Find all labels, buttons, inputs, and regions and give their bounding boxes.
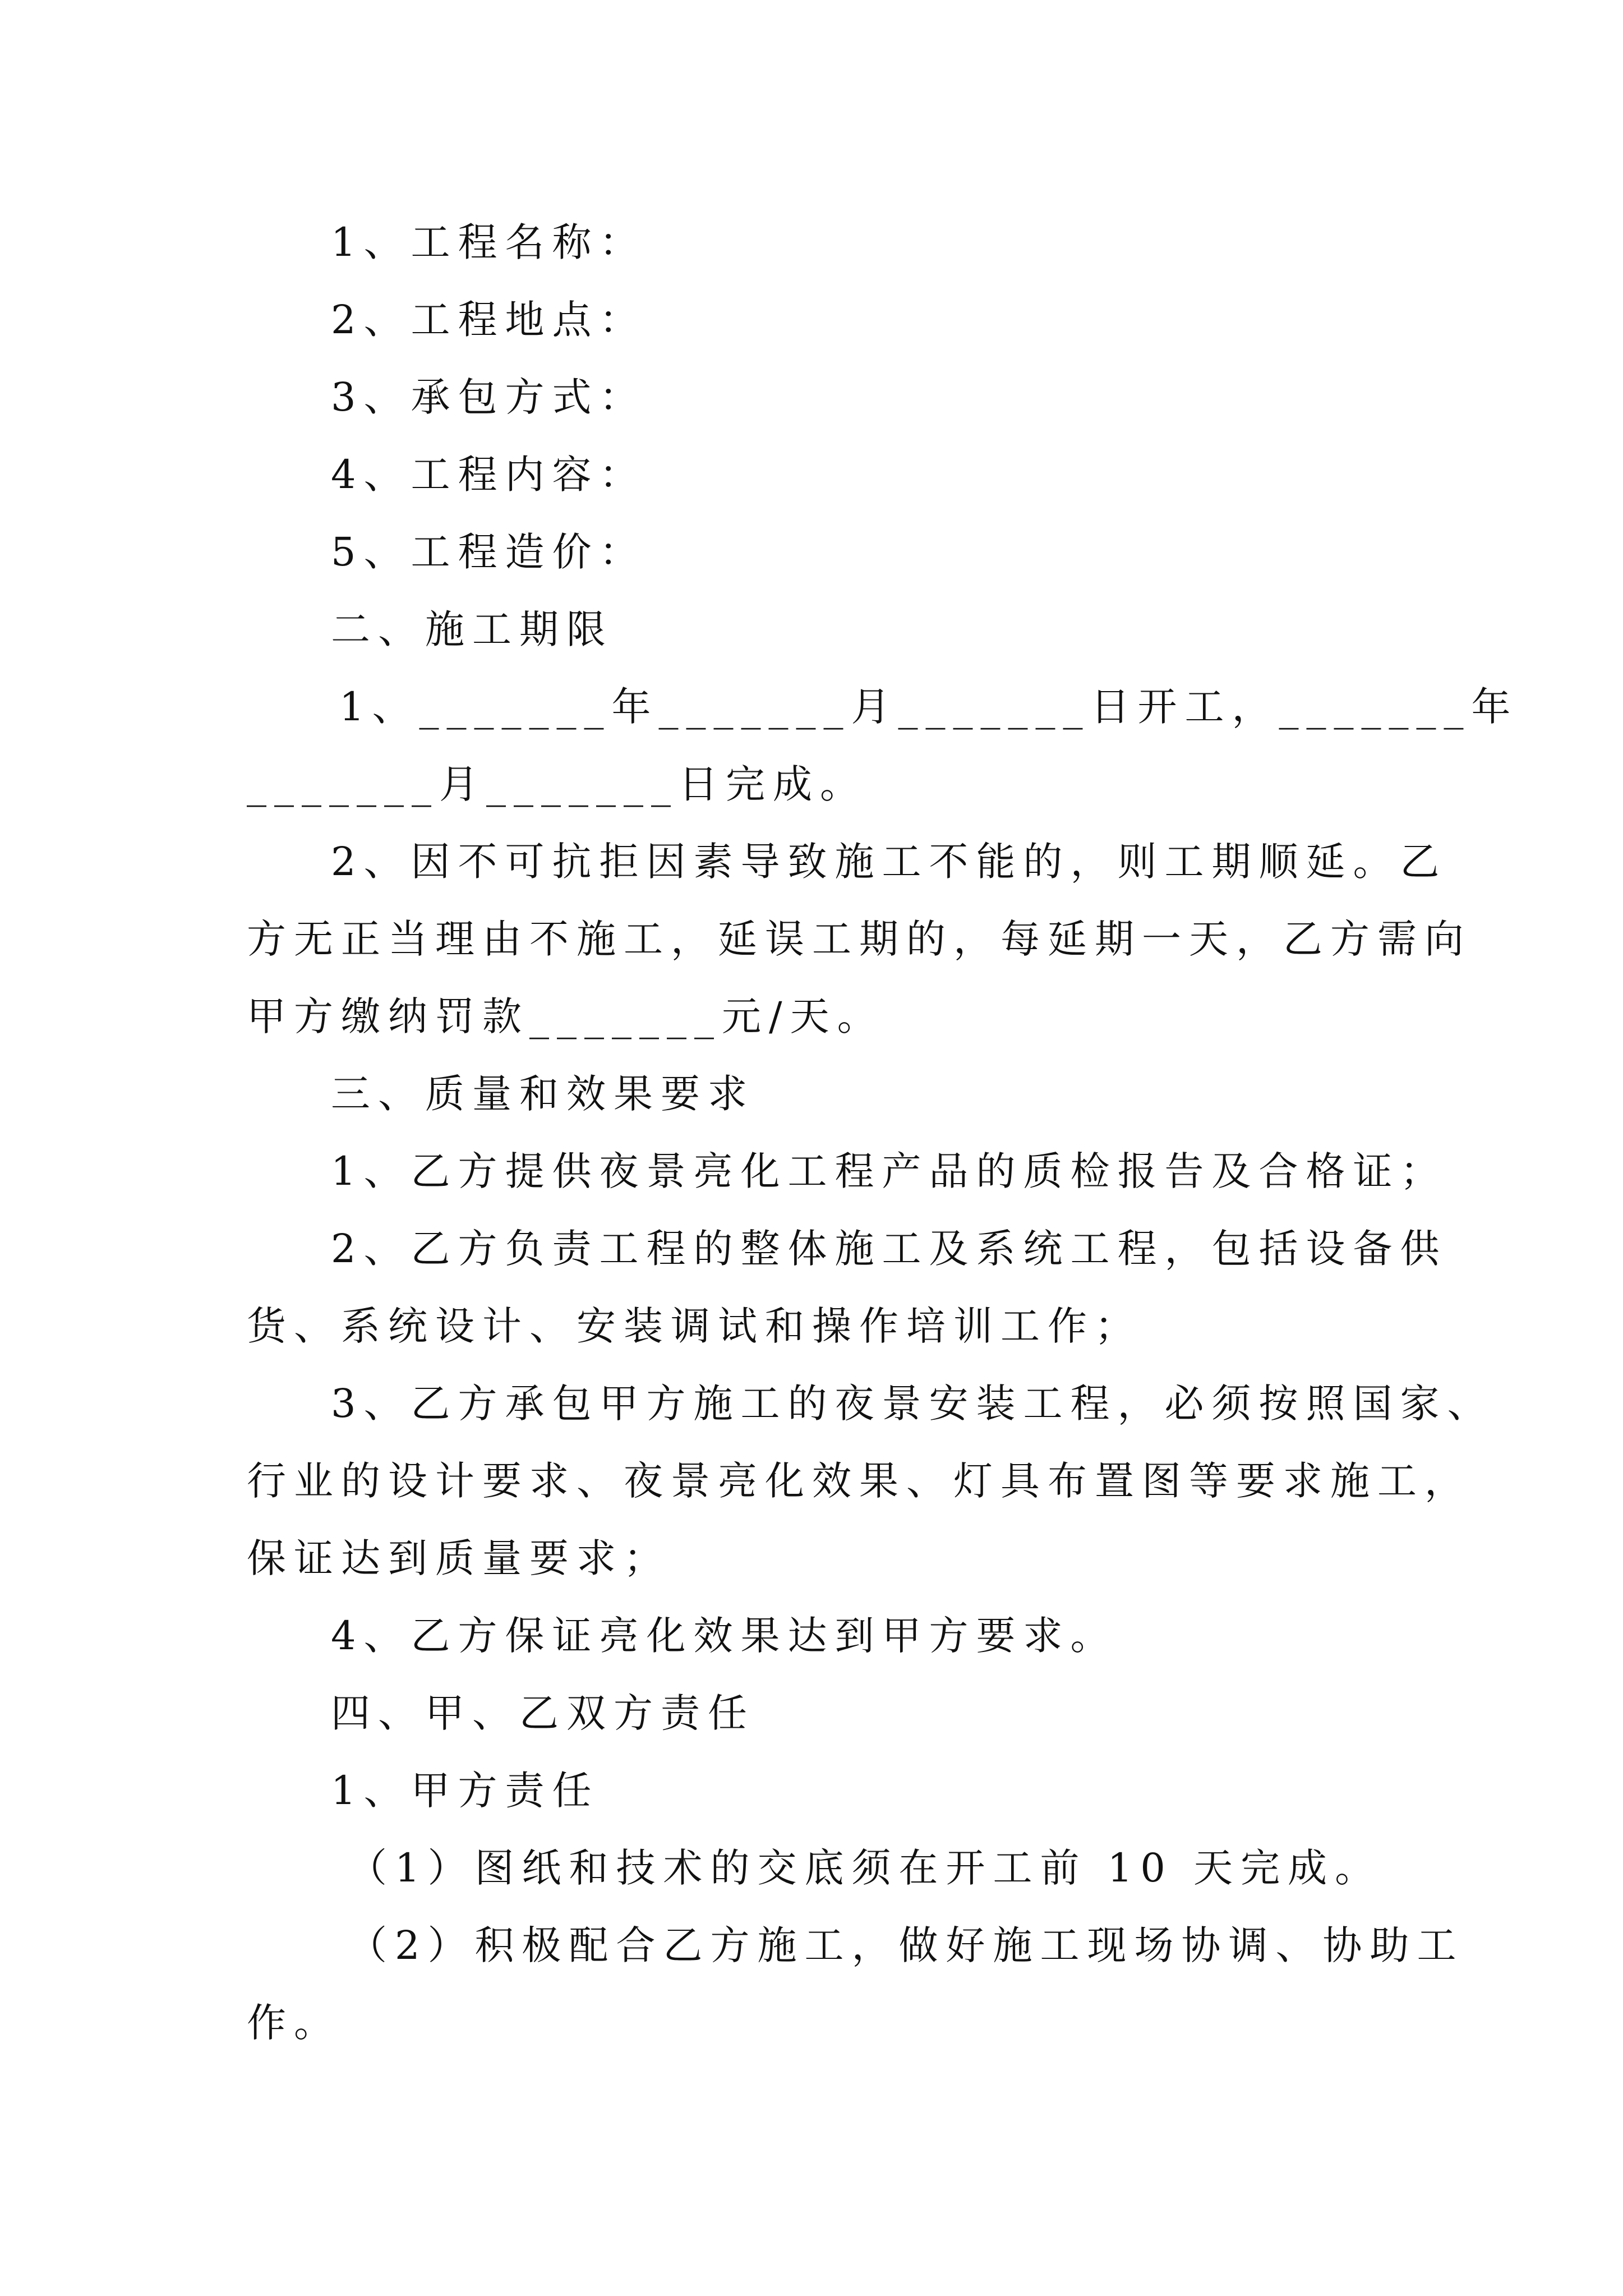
item-contract-method: 3、承包方式： — [331, 374, 647, 420]
item-project-location: 2、工程地点： — [331, 297, 647, 343]
paragraph-line: （1）图纸和技术的交底须在开工前 10 天完成。 — [348, 1845, 1382, 1891]
paragraph-line: 3、乙方承包甲方施工的夜景安装工程，必须按照国家、 — [331, 1381, 1495, 1427]
paragraph-line: 4、乙方保证亮化效果达到甲方要求。 — [331, 1613, 1118, 1659]
paragraph-line: _______月_______日完成。 — [247, 761, 867, 807]
paragraph-line: 2、因不可抗拒因素导致施工不能的，则工期顺延。乙 — [331, 839, 1447, 885]
item-project-content: 4、工程内容： — [331, 452, 647, 498]
paragraph-line: 货、系统设计、安装调试和操作培训工作； — [247, 1303, 1142, 1349]
paragraph-line: 1、_______年_______月_______日开工，_______年 — [339, 684, 1519, 730]
paragraph-line: 甲方缴纳罚款_______元/天。 — [247, 993, 884, 1039]
section-heading-construction-period: 二、施工期限 — [331, 606, 614, 652]
item-project-cost: 5、工程造价： — [331, 529, 647, 575]
section-heading-quality-requirements: 三、质量和效果要求 — [331, 1071, 755, 1117]
paragraph-line: 保证达到质量要求； — [247, 1535, 671, 1581]
paragraph-line: 2、乙方负责工程的整体施工及系统工程，包括设备供 — [331, 1226, 1447, 1272]
paragraph-line: 作。 — [247, 2000, 341, 2046]
section-heading-responsibilities: 四、甲、乙双方责任 — [331, 1690, 755, 1736]
paragraph-line: 1、乙方提供夜景亮化工程产品的质检报告及合格证； — [331, 1148, 1447, 1194]
item-project-name: 1、工程名称： — [331, 219, 647, 265]
paragraph-line: 方无正当理由不施工，延误工期的，每延期一天，乙方需向 — [247, 916, 1472, 962]
paragraph-line: （2）积极配合乙方施工，做好施工现场协调、协助工 — [348, 1922, 1464, 1968]
paragraph-line: 行业的设计要求、夜景亮化效果、灯具布置图等要求施工， — [247, 1458, 1472, 1504]
subheading-party-a-responsibility: 1、甲方责任 — [331, 1768, 600, 1814]
